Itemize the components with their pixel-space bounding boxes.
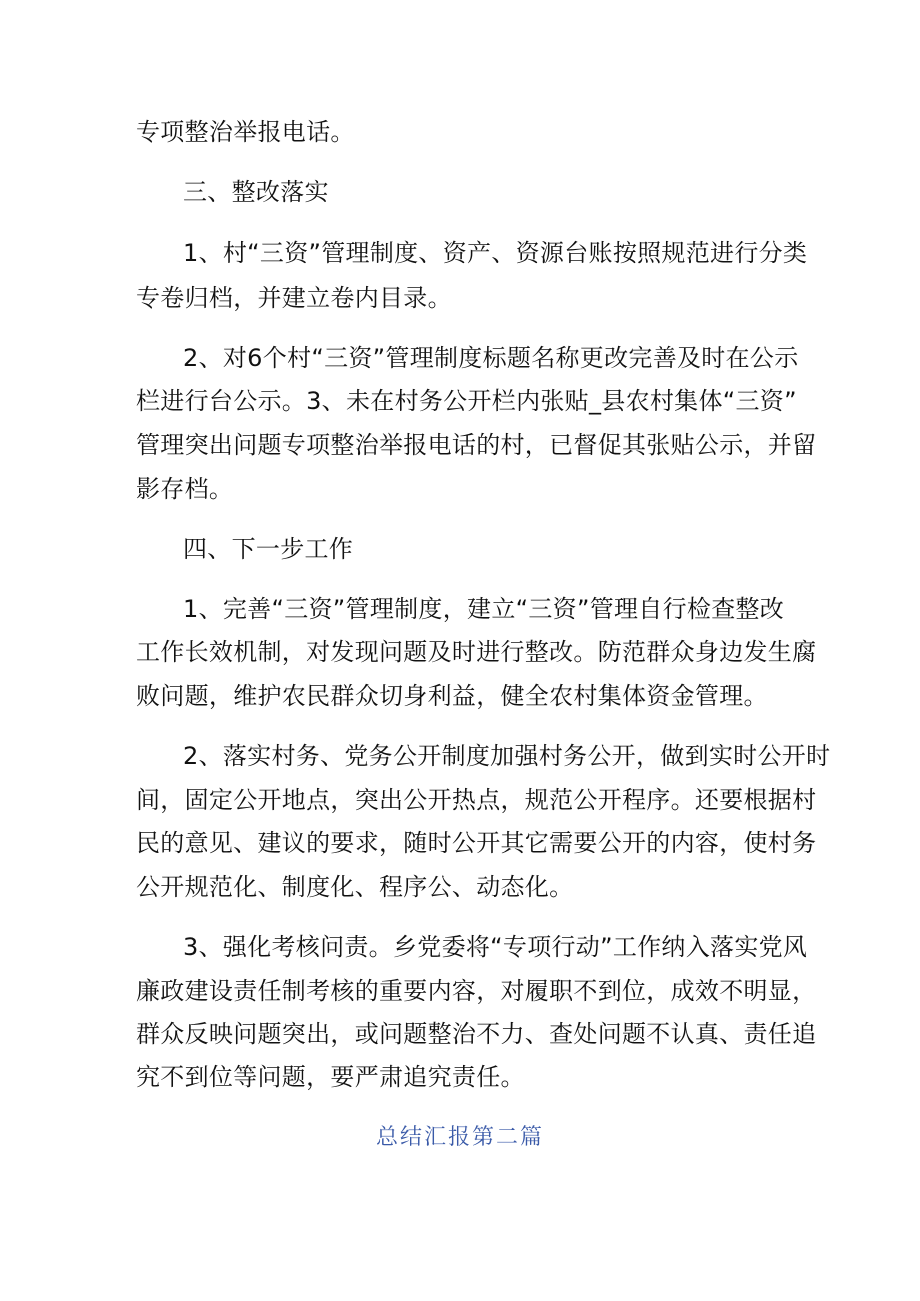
paragraph-line: 3、强化考核问责。乡党委将“专项行动”工作纳入落实党风 [183,933,808,961]
paragraph-line: 管理突出问题专项整治举报电话的村，已督促其张贴公示，并留 [136,431,817,459]
paragraph-line: 专卷归档，并建立卷内目录。 [136,284,452,312]
paragraph-line: 1、完善“三资”管理制度，建立“三资”管理自行检查整改 [183,595,785,623]
paragraph-line: 公开规范化、制度化、程序公、动态化。 [136,873,574,901]
section-heading-rectification: 三、整改落实 [183,178,329,206]
paragraph-line: 民的意见、建议的要求，随时公开其它需要公开的内容，使村务 [136,829,817,857]
paragraph-line: 专项整治举报电话。 [136,118,355,146]
paragraph-line: 1、村“三资”管理制度、资产、资源台账按照规范进行分类 [183,239,808,267]
section-heading-next-steps: 四、下一步工作 [183,535,354,563]
paragraph-line: 群众反映问题突出，或问题整治不力、查处问题不认真、责任追 [136,1020,817,1048]
paragraph-line: 栏进行台公示。3、未在村务公开栏内张贴_县农村集体“三资” [136,387,797,415]
paragraph-line: 影存档。 [136,475,234,503]
section-title: 总结汇报第二篇 [375,1125,544,1150]
paragraph-line: 2、对6个村“三资”管理制度标题名称更改完善及时在公示 [183,344,799,372]
paragraph-line: 廉政建设责任制考核的重要内容，对履职不到位，成效不明显， [136,977,817,1005]
paragraph-line: 究不到位等问题，要严肃追究责任。 [136,1063,525,1091]
paragraph-line: 2、落实村务、党务公开制度加强村务公开，做到实时公开时 [183,742,831,770]
paragraph-line: 间，固定公开地点，突出公开热点，规范公开程序。还要根据村 [136,786,817,814]
paragraph-line: 败问题，维护农民群众切身利益，健全农村集体资金管理。 [136,682,768,710]
paragraph-line: 工作长效机制，对发现问题及时进行整改。防范群众身边发生腐 [136,638,817,666]
